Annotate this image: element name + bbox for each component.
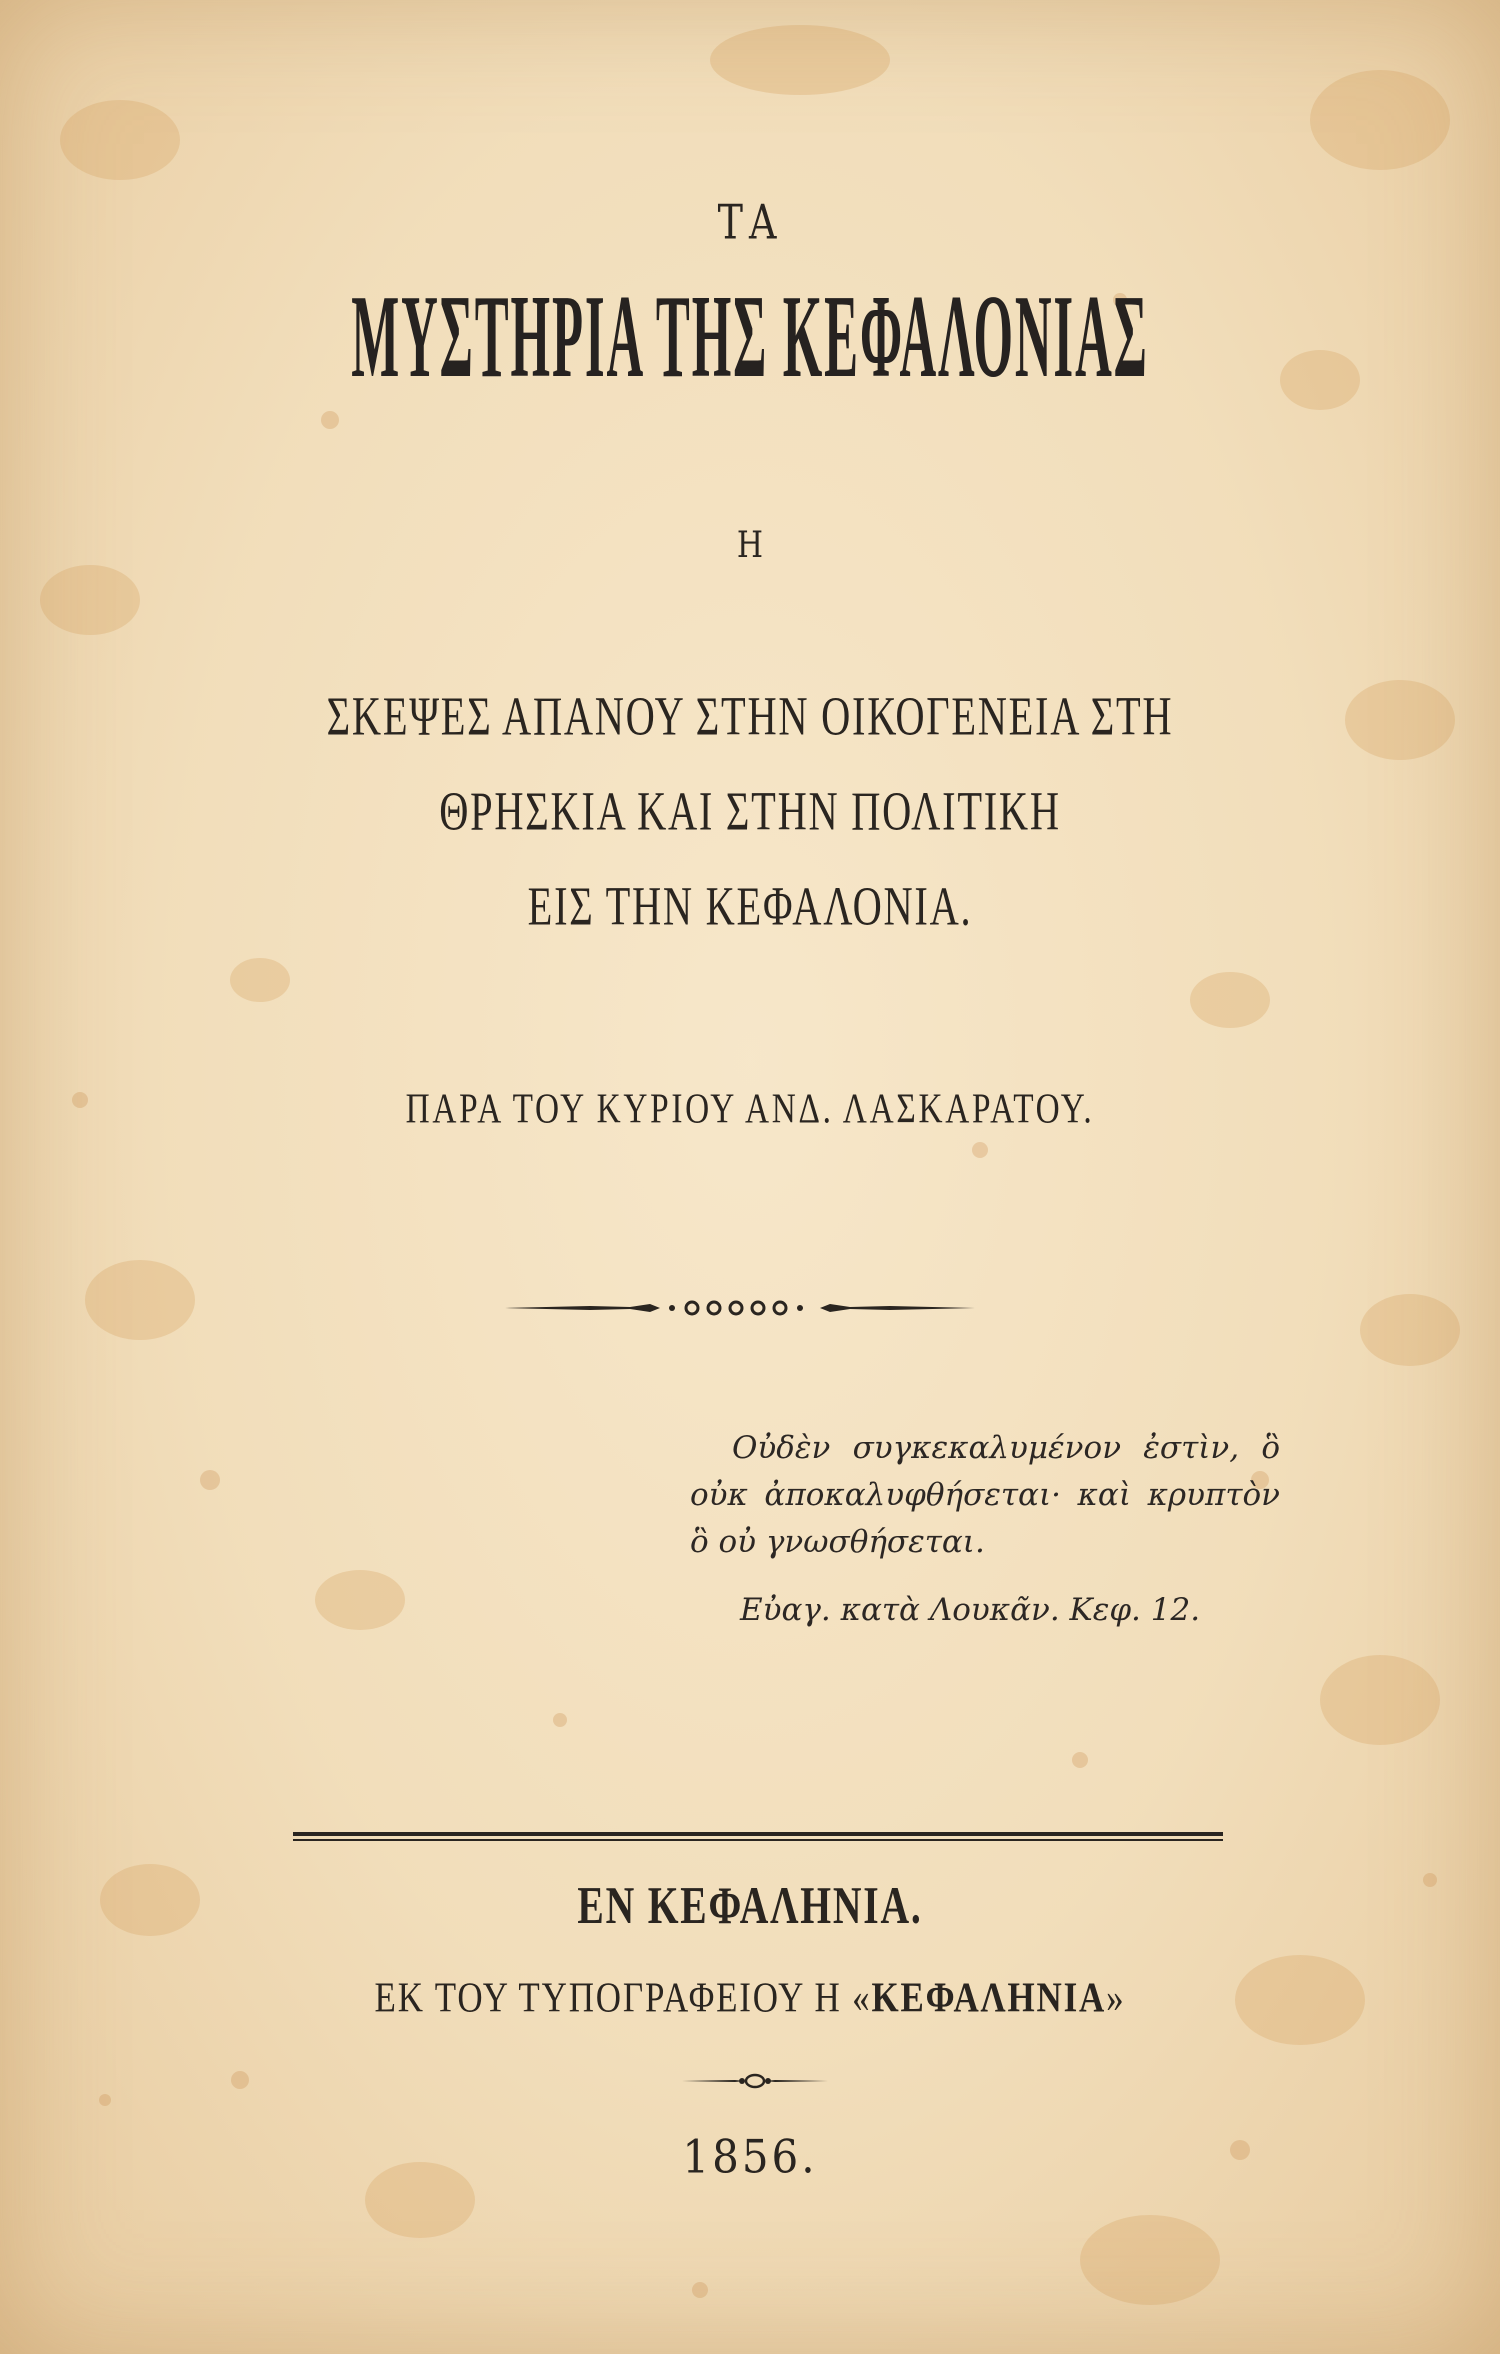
printer-name: ΚΕΦΑΛΗΝΙΑ [871,1974,1107,2022]
subtitle-line-1: ΣΚΕΨΕΣ ΑΠΑΝΟΥ ΣΤΗΝ ΟΙΚΟΓΕΝΕΙΑ ΣΤΗ [326,686,1174,748]
title-conjunction: Η [736,524,764,567]
printer-suffix: » [1106,1974,1126,2022]
imprint-printer [60,1973,1440,2022]
printer-prefix: ΕΚ ΤΟΥ ΤΥΠΟΓΡΑΦΕΙΟΥ Η « [374,1974,872,2022]
double-rule-divider [293,1830,1223,1844]
subtitle-line-3: ΕΙΣ ΤΗΝ ΚΕΦΑΛΟΝΙΑ. [527,876,973,938]
small-ornament-icon [680,2070,830,2092]
epigraph [690,1425,1280,1566]
publication-year: 1856. [682,2129,818,2184]
author-line: ΠΑΡΑ ΤΟΥ ΚΥΡΙΟΥ ΑΝΔ. ΛΑΣΚΑΡΑΤΟΥ. [405,1085,1095,1134]
subtitle-line-2: ΘΡΗΣΚΙΑ ΚΑΙ ΣΤΗΝ ΠΟΛΙΤΙΚΗ [439,781,1061,843]
imprint-place: ΕΝ ΚΕΦΑΛΗΝΙΑ. [577,1876,923,1935]
epigraph-text: Οὐδὲν συγκεκαλυμένον ἐστὶν, ὃ οὐκ ἀποκαλυφθήσεται· καὶ κρυπτὸν ὃ οὐ γνωσθήσεται. [690,1430,1280,1560]
ornament-divider-icon [500,1290,980,1326]
epigraph-source: Εὐαγ. κατὰ Λουκᾶν. Κεφ. 12. [740,1592,1201,1628]
book-title: ΜΥΣΤΗΡΙΑ ΤΗΣ ΚΕΦΑΛΟΝΙΑΣ [351,270,1149,403]
title-article: ΤΑ [717,194,783,250]
